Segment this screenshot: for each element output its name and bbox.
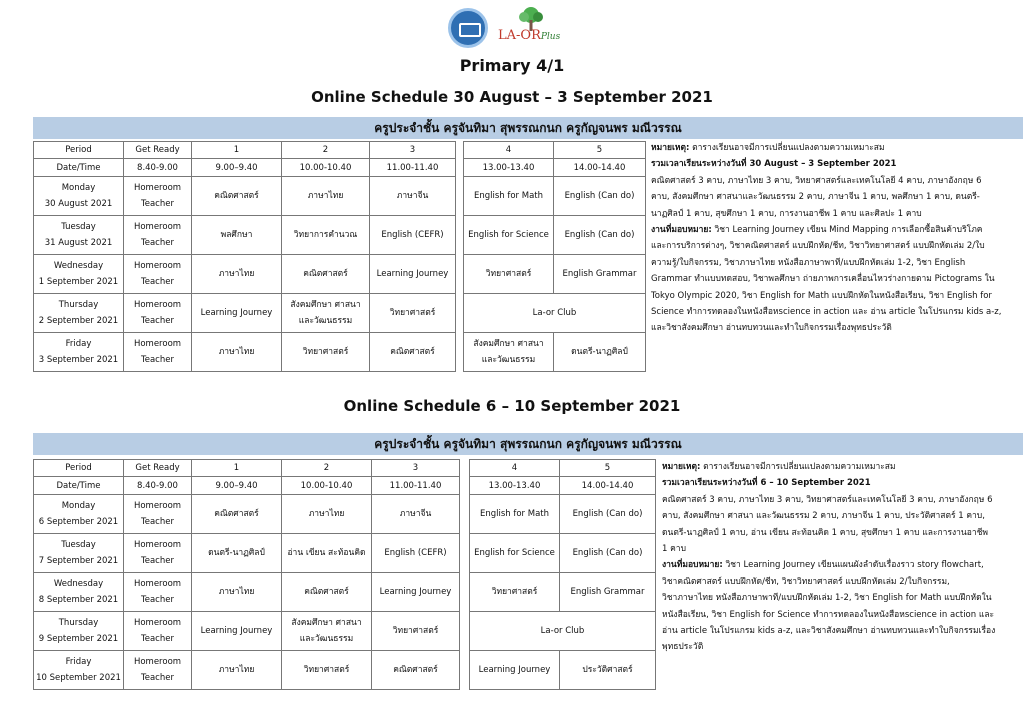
assignment-line: และวิชาสังคมศึกษา อ่านทบทวนและทำใบกิจกรรมเรื่องพุทธประวัติ [651, 323, 892, 334]
time-cell: 10.00-10.40 [282, 159, 370, 177]
subject-cell: วิทยาศาสตร์ [370, 294, 456, 333]
subject-cell: คณิตศาสตร์ [282, 255, 370, 294]
time-cell: 13.00-13.40 [464, 159, 554, 177]
day-cell: Tuesday 31 August 2021 [34, 216, 124, 255]
day-cell: Thursday 2 September 2021 [34, 294, 124, 333]
table-row [34, 534, 656, 573]
header-cell: 1 [192, 142, 282, 159]
total-hours-line: 1 คาบ [662, 544, 686, 555]
subject-cell: English Grammar [554, 255, 646, 294]
lunch-gap [456, 216, 464, 255]
total-hours-heading: รวมเวลาเรียนระหว่างวันที่ 6 – 10 September 2021 [662, 478, 871, 489]
subject-cell: English (CEFR) [370, 216, 456, 255]
table-row [34, 255, 646, 294]
day-cell: Wednesday 1 September 2021 [34, 255, 124, 294]
lunch-gap [456, 159, 464, 177]
subject-cell: ภาษาไทย [192, 573, 282, 612]
time-cell: 14.00-14.40 [554, 159, 646, 177]
lunch-gap [456, 255, 464, 294]
remark-line: หมายเหตุ: ตารางเรียนอาจมีการเปลี่ยนแปลงตามความเหมาะสม [651, 143, 885, 153]
club-cell: La-or Club [470, 612, 656, 651]
assignment-line: พุทธประวัติ [662, 642, 704, 653]
table-row [34, 651, 656, 690]
time-row [34, 477, 656, 495]
total-hours-line: นาฏศิลป์ 1 คาบ, สุขศึกษา 1 คาบ, การงานอาชีพ 1 คาบ และศิลปะ 1 คาบ [651, 208, 922, 219]
table-row [34, 294, 646, 333]
lunch-gap [456, 294, 464, 333]
assignment-line: Grammar ทำแบบทดสอบ, วิชาพลศึกษา ถ่ายภาพการเคลื่อนไหวร่างกายตาม Pictograms ใน [651, 274, 995, 285]
subject-cell: ภาษาไทย [192, 255, 282, 294]
homeroom-cell: Homeroom Teacher [124, 534, 192, 573]
subject-cell: วิทยาศาสตร์ [282, 651, 372, 690]
homeroom-cell: Homeroom Teacher [124, 495, 192, 534]
schedule-1-title: Online Schedule 30 August – 3 September 2021 [311, 88, 713, 106]
assignment-line: งานที่มอบหมาย: วิชา Learning Journey เขียน Mind Mapping การเลือกซื้อสินค้าบริโภค [651, 225, 983, 236]
subject-cell: ภาษาไทย [282, 177, 370, 216]
time-cell: Date/Time [34, 159, 124, 177]
assignment-line: Science ทำการทดลองในหนังสือหscience in action และ อ่าน article ในโปรแกรม kids a-z, [651, 307, 1002, 318]
subject-cell: คณิตศาสตร์ [372, 651, 460, 690]
lunch-gap [460, 495, 470, 534]
header-cell: 2 [282, 460, 372, 477]
subject-cell: วิทยาการคำนวณ [282, 216, 370, 255]
subject-cell: สังคมศึกษา ศาสนา และวัฒนธรรม [464, 333, 554, 372]
header-cell: Get Ready [124, 142, 192, 159]
subject-cell: คณิตศาสตร์ [370, 333, 456, 372]
assignment-line: และการบริการต่างๆ, วิชาคณิตศาสตร์ แบบฝึกหัด/ชีท, วิชาวิทยาศาสตร์ แบบฝึกหัดเล่ม 2/ใบ [651, 241, 985, 252]
assignment-line: วิชาภาษาไทย หนังสือภาษาพาที/แบบฝึกหัดเล่ม 1-2, วิชา English for Math แบบฝึกหัดใน [662, 593, 992, 604]
table-row [34, 216, 646, 255]
subject-cell: วิทยาศาสตร์ [470, 573, 560, 612]
subject-cell: วิทยาศาสตร์ [282, 333, 370, 372]
total-hours-line: คาบ, สังคมศึกษา ศาสนา และวัฒนธรรม 2 คาบ, ภาษาจีน 1 คาบ, ประวัติศาสตร์ 1 คาบ, [662, 511, 985, 522]
total-hours-line: คาบ, สังคมศึกษา ศาสนาและวัฒนธรรม 2 คาบ, ภาษาจีน 1 คาบ, พลศึกษา 1 คาบ, ดนตรี- [651, 192, 980, 203]
subject-cell: คณิตศาสตร์ [192, 177, 282, 216]
subject-cell: English (CEFR) [372, 534, 460, 573]
time-cell: 8.40-9.00 [124, 477, 192, 495]
subject-cell: ภาษาจีน [372, 495, 460, 534]
subject-cell: สังคมศึกษา ศาสนา และวัฒนธรรม [282, 612, 372, 651]
page-title: Primary 4/1 [459, 56, 565, 75]
table-header-row [34, 460, 656, 477]
homeroom-cell: Homeroom Teacher [124, 177, 192, 216]
day-cell: Friday 3 September 2021 [34, 333, 124, 372]
subject-cell: English for Science [464, 216, 554, 255]
lunch-gap [456, 142, 464, 159]
subject-cell: English for Science [470, 534, 560, 573]
homeroom-cell: Homeroom Teacher [124, 651, 192, 690]
subject-cell: ภาษาไทย [192, 651, 282, 690]
homeroom-cell: Homeroom Teacher [124, 612, 192, 651]
day-cell: Thursday 9 September 2021 [34, 612, 124, 651]
assignment-line: Tokyo Olympic 2020, วิชา English for Math แบบฝึกหัดในหนังสือเรียน, วิชา English for [651, 290, 992, 301]
header-cell: 2 [282, 142, 370, 159]
header-cell: Get Ready [124, 460, 192, 477]
total-hours-line: ดนตรี-นาฏศิลป์ 1 คาบ, อ่าน เขียน สะท้อนคิด 1 คาบ, สุขศึกษา 1 คาบ และการงานอาชีพ [662, 527, 988, 538]
header-cell: 3 [370, 142, 456, 159]
day-cell: Wednesday 8 September 2021 [34, 573, 124, 612]
lunch-gap [460, 573, 470, 612]
subject-cell: ภาษาไทย [282, 495, 372, 534]
homeroom-cell: Homeroom Teacher [124, 573, 192, 612]
subject-cell: English (Can do) [560, 495, 656, 534]
subject-cell: ดนตรี-นาฏศิลป์ [192, 534, 282, 573]
subject-cell: English (Can do) [560, 534, 656, 573]
subject-cell: Learning Journey [470, 651, 560, 690]
schedule-2-title: Online Schedule 6 – 10 September 2021 [343, 397, 681, 415]
time-cell: 13.00-13.40 [470, 477, 560, 495]
subject-cell: คณิตศาสตร์ [282, 573, 372, 612]
time-cell: 10.00-10.40 [282, 477, 372, 495]
lunch-gap [456, 177, 464, 216]
total-hours-heading: รวมเวลาเรียนระหว่างวันที่ 30 August – 3 September 2021 [651, 159, 897, 170]
assignment-line: วิชาคณิตศาสตร์ แบบฝึกหัด/ชีท, วิชาวิทยาศาสตร์ แบบฝึกหัดเล่ม 2/ใบกิจกรรม, [662, 576, 950, 587]
header-cell: 5 [554, 142, 646, 159]
schedule-1-table [33, 141, 646, 372]
subject-cell: ภาษาไทย [192, 333, 282, 372]
header-cell: Period [34, 460, 124, 477]
day-cell: Monday 6 September 2021 [34, 495, 124, 534]
table-row [34, 495, 656, 534]
time-cell: 14.00-14.40 [560, 477, 656, 495]
subject-cell: English for Math [470, 495, 560, 534]
schedule-1-teachers-bar: ครูประจำชั้น ครูจันทิมา สุพรรณกนก ครูกัญจนพร มณีวรรณ [33, 117, 1023, 139]
homeroom-cell: Homeroom Teacher [124, 294, 192, 333]
time-cell: 9.00–9.40 [192, 477, 282, 495]
club-cell: La-or Club [464, 294, 646, 333]
table-row [34, 177, 646, 216]
subject-cell: ดนตรี-นาฏศิลป์ [554, 333, 646, 372]
subject-cell: English (Can do) [554, 177, 646, 216]
total-hours-line: คณิตศาสตร์ 3 คาบ, ภาษาไทย 3 คาบ, วิทยาศาสตร์และเทคโนโลยี 3 คาบ, ภาษาอังกฤษ 6 [662, 494, 993, 505]
lunch-gap [460, 651, 470, 690]
total-hours-line: คณิตศาสตร์ 3 คาบ, ภาษาไทย 3 คาบ, วิทยาศาสตร์และเทคโนโลยี 4 คาบ, ภาษาอังกฤษ 6 [651, 175, 982, 186]
school-emblem-icon [448, 8, 488, 48]
schedule-1-notes [651, 140, 1019, 337]
subject-cell: อ่าน เขียน สะท้อนคิด [282, 534, 372, 573]
subject-cell: คณิตศาสตร์ [192, 495, 282, 534]
time-cell: 11.00-11.40 [372, 477, 460, 495]
lunch-gap [460, 460, 470, 477]
day-cell: Monday 30 August 2021 [34, 177, 124, 216]
subject-cell: ประวัติศาสตร์ [560, 651, 656, 690]
schedule-2-notes [662, 459, 1020, 656]
subject-cell: Learning Journey [192, 294, 282, 333]
schedule-2-teachers-bar: ครูประจำชั้น ครูจันทิมา สุพรรณกนก ครูกัญจนพร มณีวรรณ [33, 433, 1023, 455]
lunch-gap [460, 612, 470, 651]
subject-cell: พลศึกษา [192, 216, 282, 255]
header-cell: 3 [372, 460, 460, 477]
table-row [34, 612, 656, 651]
time-cell: 11.00-11.40 [370, 159, 456, 177]
time-row [34, 159, 646, 177]
table-header-row [34, 142, 646, 159]
laor-plus-logo: LA-ORPlus [498, 28, 561, 43]
assignment-line: อ่าน article ในโปรแกรม kids a-z, และวิชาสังคมศึกษา อ่านทบทวนและทำใบกิจกรรมเรื่อง [662, 626, 996, 637]
assignment-line: หนังสือเรียน, วิชา English for Science ทำการทดลองในหนังสือหscience in action และ [662, 609, 995, 620]
homeroom-cell: Homeroom Teacher [124, 333, 192, 372]
subject-cell: English Grammar [560, 573, 656, 612]
homeroom-cell: Homeroom Teacher [124, 216, 192, 255]
day-cell: Friday 10 September 2021 [34, 651, 124, 690]
header-cell: Period [34, 142, 124, 159]
subject-cell: English for Math [464, 177, 554, 216]
table-row [34, 333, 646, 372]
header-logos [448, 6, 578, 50]
assignment-line: งานที่มอบหมาย: วิชา Learning Journey เขียนแผนผังลำดับเรื่องราว story flowchart, [662, 560, 984, 571]
table-row [34, 573, 656, 612]
subject-cell: วิทยาศาสตร์ [464, 255, 554, 294]
lunch-gap [456, 333, 464, 372]
subject-cell: Learning Journey [192, 612, 282, 651]
assignment-line: ความรู้/ใบกิจกรรม, วิชาภาษาไทย หนังสือภาษาพาที/แบบฝึกหัดเล่ม 1-2, วิชา English [651, 257, 966, 268]
subject-cell: วิทยาศาสตร์ [372, 612, 460, 651]
subject-cell: สังคมศึกษา ศาสนา และวัฒนธรรม [282, 294, 370, 333]
header-cell: 5 [560, 460, 656, 477]
subject-cell: Learning Journey [370, 255, 456, 294]
subject-cell: ภาษาจีน [370, 177, 456, 216]
time-cell: Date/Time [34, 477, 124, 495]
lunch-gap [460, 477, 470, 495]
time-cell: 8.40-9.00 [124, 159, 192, 177]
subject-cell: English (Can do) [554, 216, 646, 255]
lunch-gap [460, 534, 470, 573]
header-cell: 4 [464, 142, 554, 159]
remark-line: หมายเหตุ: ตารางเรียนอาจมีการเปลี่ยนแปลงตามความเหมาะสม [662, 462, 896, 472]
day-cell: Tuesday 7 September 2021 [34, 534, 124, 573]
header-cell: 1 [192, 460, 282, 477]
homeroom-cell: Homeroom Teacher [124, 255, 192, 294]
header-cell: 4 [470, 460, 560, 477]
subject-cell: Learning Journey [372, 573, 460, 612]
time-cell: 9.00–9.40 [192, 159, 282, 177]
schedule-2-table [33, 459, 656, 690]
